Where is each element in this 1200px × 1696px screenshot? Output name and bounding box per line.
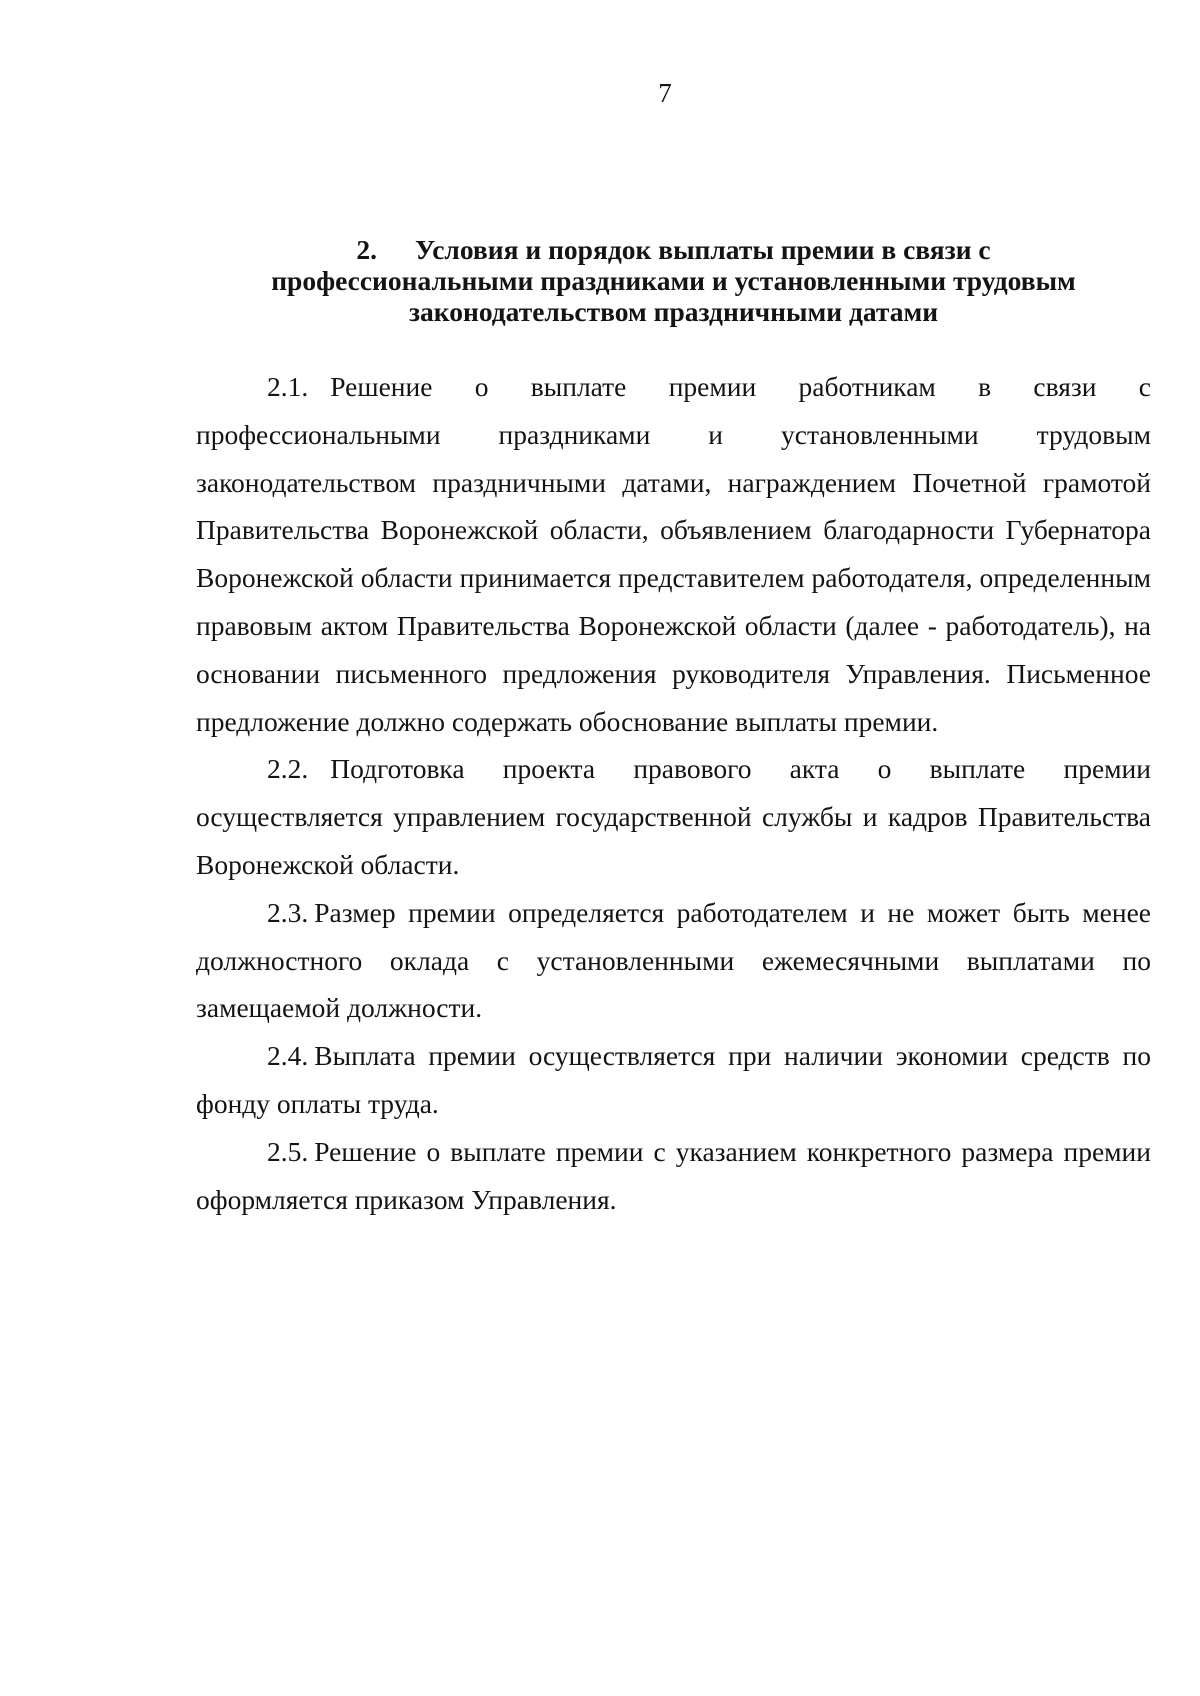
paragraph-text: Решение о выплате премии с указанием конкретного размера премии оформляется приказом Управления.: [196, 1135, 1151, 1215]
page-number: 7: [658, 78, 672, 108]
paragraph-text: Размер премии определяется работодателем и не может быть менее должностного оклада с установленными ежемесячными выплатами по замещаемой должности.: [196, 896, 1151, 1024]
paragraph-number: 2.2.: [267, 753, 309, 785]
section-title-line-3: законодательством праздничными датами: [408, 296, 939, 327]
paragraph-text: Выплата премии осуществляется при наличии экономии средств по фонду оплаты труда.: [196, 1040, 1151, 1119]
paragraph-number: 2.5.: [267, 1135, 309, 1167]
paragraph-2-1: [196, 363, 1151, 745]
paragraph-number: 2.1.: [267, 371, 309, 402]
paragraph-number: 2.4.: [267, 1040, 309, 1072]
section-body: [196, 363, 1151, 1223]
section-heading: [196, 234, 1151, 327]
section-heading-line-1: [196, 234, 1151, 265]
paragraph-text: Решение о выплате премии работникам в связи с профессиональными праздниками и установленными трудовым законодательством праздничными датами, награждением Почетной грамотой Правительства Воронежской области, объявлением благодарности Губернатора Воронежской области принимается представителем работодателя, определенным правовым актом Правительства Воронежской области (далее - работодатель), на основании письменного предложения руководителя Управления. Письменное предложение должно содержать обоснование выплаты премии.: [196, 371, 1151, 737]
paragraph-2-3: [196, 889, 1151, 1032]
section-title-line-2: профессиональными праздниками и установленными трудовым: [271, 265, 1076, 296]
paragraph-number: 2.3.: [267, 896, 309, 928]
paragraph-2-4: [196, 1032, 1151, 1128]
paragraph-2-2: [196, 745, 1151, 888]
section-title-line-1: Условия и порядок выплаты премии в связи с: [414, 234, 991, 265]
paragraph-2-5: [196, 1128, 1151, 1224]
paragraph-text: Подготовка проекта правового акта о выплате премии осуществляется управлением государственной службы и кадров Правительства Воронежской области.: [196, 753, 1151, 880]
section-number: 2.: [356, 234, 377, 265]
